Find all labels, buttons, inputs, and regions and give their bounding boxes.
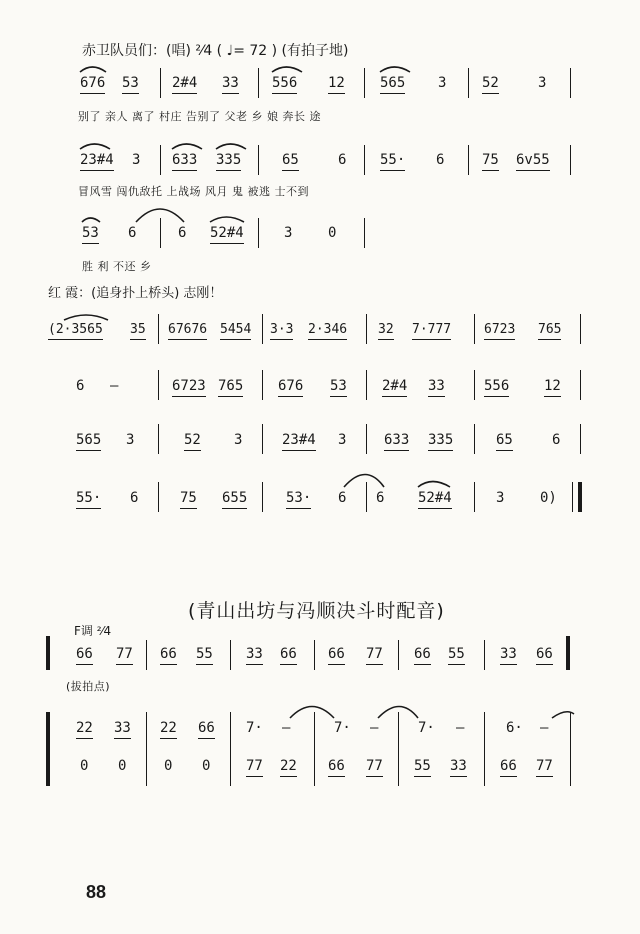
note-group: 53 bbox=[82, 225, 99, 241]
note-group: — bbox=[540, 720, 549, 736]
note-group: 3 bbox=[338, 432, 347, 448]
tie-arc bbox=[552, 712, 574, 718]
note-group: 33 bbox=[246, 646, 263, 662]
section1-header: 赤卫队员们：(唱) ²⁄4 ( ♩= 72 ) (有拍子地) bbox=[82, 43, 349, 59]
note-group: 66 bbox=[76, 646, 93, 662]
note-group: 3 bbox=[496, 490, 505, 506]
note-group: — bbox=[282, 720, 291, 736]
note-group: 55 bbox=[196, 646, 213, 662]
slur-arc bbox=[80, 67, 106, 72]
note-group: 52 bbox=[184, 432, 201, 448]
note-group: 66 bbox=[536, 646, 553, 662]
tie-arc bbox=[136, 209, 184, 222]
note-group: 53· bbox=[286, 490, 312, 506]
note-group: 3 bbox=[126, 432, 135, 448]
note-group: 12 bbox=[544, 378, 561, 394]
note-group: 2#4 bbox=[382, 378, 408, 394]
speaker-line: 红 霞：(追身扑上桥头) 志刚！ bbox=[48, 286, 223, 301]
note-group: 65 bbox=[496, 432, 513, 448]
note-group: — bbox=[110, 378, 119, 394]
note-group: 6· bbox=[506, 720, 523, 736]
note-group: 6 bbox=[376, 490, 385, 506]
note-group: 556 bbox=[272, 75, 298, 91]
slur-arc bbox=[80, 144, 110, 149]
note-group: 655 bbox=[222, 490, 248, 506]
note-group: 77 bbox=[366, 758, 383, 774]
slur-arc bbox=[216, 144, 246, 149]
note-group: 33 bbox=[222, 75, 239, 91]
lyrics-line-1: 别了 亲人 离了 村庄 告别了 父老 乡 娘 奔长 途 bbox=[78, 110, 321, 123]
note-group: 66 bbox=[198, 720, 215, 736]
note-group: 65 bbox=[282, 152, 299, 168]
note-group: 66 bbox=[160, 646, 177, 662]
note-group: 2#4 bbox=[172, 75, 198, 91]
slur-arc bbox=[272, 67, 302, 72]
note-group: 7· bbox=[334, 720, 351, 736]
note-group: 55· bbox=[380, 152, 406, 168]
slur-arc bbox=[64, 315, 108, 320]
slur-arc bbox=[82, 218, 100, 222]
note-group: 565 bbox=[380, 75, 406, 91]
note-group: 565 bbox=[76, 432, 102, 448]
note-group: 66 bbox=[280, 646, 297, 662]
note-group: 676 bbox=[80, 75, 106, 91]
note-group: 7· bbox=[418, 720, 435, 736]
note-group: 33 bbox=[114, 720, 131, 736]
note-group: 3·3 bbox=[270, 322, 294, 337]
note-group: 52#4 bbox=[418, 490, 452, 506]
note-group: 23#4 bbox=[282, 432, 316, 448]
note-group: 33 bbox=[450, 758, 467, 774]
note-group: (2·3565 bbox=[48, 322, 103, 337]
note-group: 633 bbox=[384, 432, 410, 448]
note-group: 7· bbox=[246, 720, 263, 736]
note-group: 75 bbox=[482, 152, 499, 168]
note-group: 6v55 bbox=[516, 152, 550, 168]
note-group: 2·346 bbox=[308, 322, 348, 337]
note-group: 22 bbox=[160, 720, 177, 736]
note-group: 55 bbox=[448, 646, 465, 662]
note-group: 77 bbox=[536, 758, 553, 774]
note-group: 22 bbox=[280, 758, 297, 774]
note-group: 3 bbox=[284, 225, 293, 241]
note-group: 33 bbox=[428, 378, 445, 394]
page-number: 88 bbox=[86, 882, 107, 902]
note-group: 12 bbox=[328, 75, 345, 91]
note-group: 55 bbox=[414, 758, 431, 774]
slur-arc bbox=[418, 482, 450, 488]
note-group: 66 bbox=[328, 646, 345, 662]
note-group: 32 bbox=[378, 322, 394, 337]
note-group: 52 bbox=[482, 75, 499, 91]
lyrics-line-3: 胜 利 不还 乡 bbox=[82, 260, 152, 273]
note-group: 22 bbox=[76, 720, 93, 736]
note-group: 3 bbox=[234, 432, 243, 448]
note-group: 765 bbox=[218, 378, 244, 394]
note-group: 55· bbox=[76, 490, 102, 506]
note-group: — bbox=[456, 720, 465, 736]
note-group: 6 bbox=[338, 152, 347, 168]
note-group: 676 bbox=[278, 378, 304, 394]
note-group: 7·777 bbox=[412, 322, 452, 337]
tie-arc bbox=[344, 475, 384, 488]
note-group: 3 bbox=[538, 75, 547, 91]
note-group: 67676 bbox=[168, 322, 208, 337]
note-group: 6 bbox=[552, 432, 561, 448]
note-group: 66 bbox=[328, 758, 345, 774]
performance-note: (拔拍点) bbox=[66, 680, 111, 693]
note-group: 75 bbox=[180, 490, 197, 506]
slur-arc bbox=[210, 217, 244, 222]
key-signature: F调 ²⁄4 bbox=[74, 624, 112, 638]
note-group: 66 bbox=[500, 758, 517, 774]
note-group: 52#4 bbox=[210, 225, 244, 241]
note-group: 53 bbox=[122, 75, 139, 91]
slur-arc bbox=[380, 67, 410, 72]
note-group: 633 bbox=[172, 152, 198, 168]
note-group: — bbox=[370, 720, 379, 736]
note-group: 0 bbox=[328, 225, 337, 241]
note-group: 6 bbox=[338, 490, 347, 506]
section3-title: (青山出坊与冯顺决斗时配音) bbox=[188, 600, 445, 622]
note-group: 6 bbox=[128, 225, 137, 241]
note-group: 0 bbox=[164, 758, 173, 774]
tie-arc bbox=[378, 707, 418, 719]
slur-arc bbox=[172, 144, 202, 149]
note-group: 23#4 bbox=[80, 152, 114, 168]
note-group: 77 bbox=[246, 758, 263, 774]
note-group: 5454 bbox=[220, 322, 252, 337]
note-group: 53 bbox=[330, 378, 347, 394]
note-group: 77 bbox=[366, 646, 383, 662]
note-group: 33 bbox=[500, 646, 517, 662]
note-group: 6723 bbox=[172, 378, 206, 394]
note-group: 6 bbox=[130, 490, 139, 506]
note-group: 0 bbox=[118, 758, 127, 774]
note-group: 3 bbox=[438, 75, 447, 91]
note-group: 77 bbox=[116, 646, 133, 662]
note-group: 0 bbox=[80, 758, 89, 774]
note-group: 556 bbox=[484, 378, 510, 394]
note-group: 6 bbox=[178, 225, 187, 241]
note-group: 6 bbox=[76, 378, 85, 394]
note-group: 0) bbox=[540, 490, 557, 506]
note-group: 765 bbox=[538, 322, 562, 337]
note-group: 3 bbox=[132, 152, 141, 168]
tie-arc bbox=[290, 707, 334, 719]
lyrics-line-2: 冒风雪 闯仇敌托 上战场 风月 鬼 被逃 士不到 bbox=[78, 185, 309, 198]
note-group: 6723 bbox=[484, 322, 516, 337]
note-group: 335 bbox=[216, 152, 242, 168]
note-group: 66 bbox=[414, 646, 431, 662]
note-group: 335 bbox=[428, 432, 454, 448]
note-group: 0 bbox=[202, 758, 211, 774]
note-group: 6 bbox=[436, 152, 445, 168]
note-group: 35 bbox=[130, 322, 146, 337]
